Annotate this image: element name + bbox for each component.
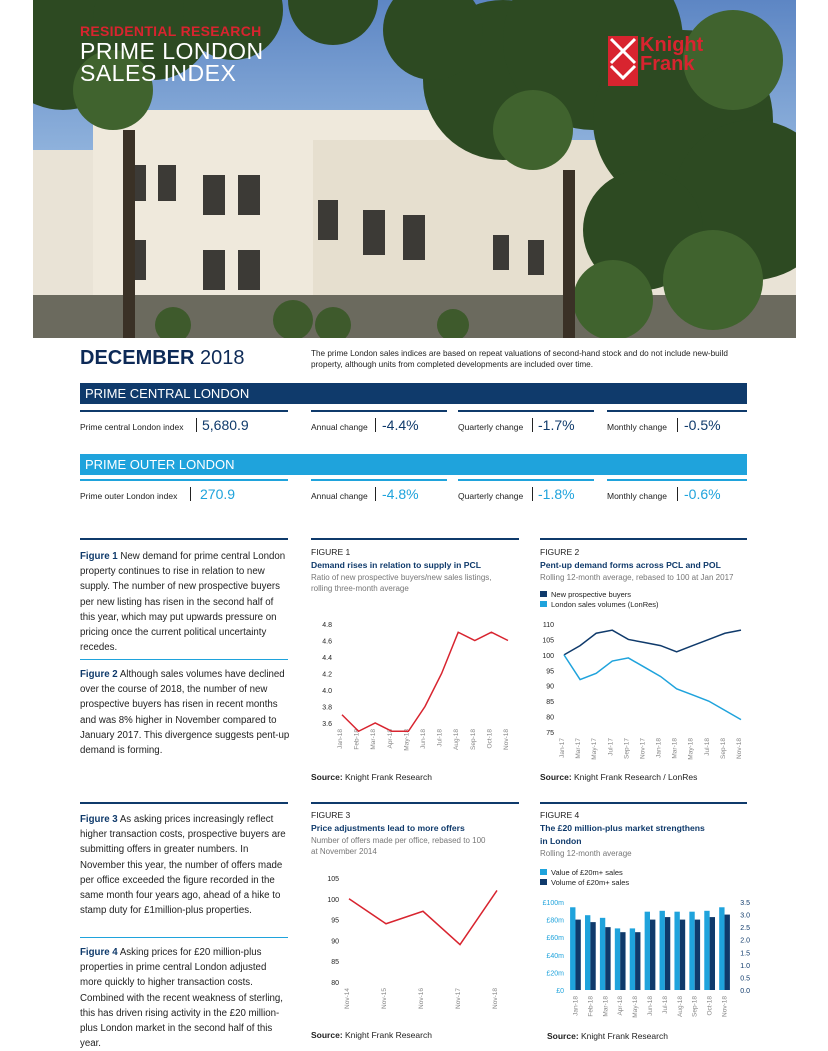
stat-value: -1.7% [538,417,575,433]
pcl-quarterly-stat [458,410,594,436]
logo-text [640,36,703,74]
y-right-tick-label: 2.5 [740,925,750,933]
fig4-source [547,1031,668,1041]
series-line [564,630,741,655]
legend-label: London sales volumes (LonRes) [551,599,659,609]
y-tick-label: 4.0 [322,688,332,695]
stat-value: -0.6% [684,486,721,502]
x-tick-label: Apr-18 [617,996,625,1016]
x-tick-label: Jan-18 [655,738,663,758]
bar-volume [695,920,700,990]
fig4-chart [534,893,754,1030]
y-tick-label: 95 [331,917,339,925]
stat-label: Monthly change [607,491,668,501]
x-tick-label: Nov-18 [503,729,510,750]
fig3-commentary [80,812,290,918]
x-tick-label: Jan-17 [559,738,566,758]
stat-separator [532,418,533,432]
bar-value [630,928,635,990]
source-lead: Source: [540,772,572,782]
section-rule [311,802,519,804]
x-tick-label: Jan-18 [337,729,344,749]
fig-lead: Figure 1 [80,551,118,562]
x-tick-label: Jul-18 [661,996,669,1014]
fig1-source [311,772,432,782]
stat-separator [190,487,191,501]
stat-label: Annual change [311,491,368,501]
knight-frank-logo-icon [608,36,638,91]
y-left-tick-label: £40m [546,952,564,960]
stat-separator [375,487,376,501]
source-text: Knight Frank Research [342,772,432,782]
x-tick-label: Sep-17 [623,738,631,759]
x-tick-label: Apr-18 [386,729,394,749]
paragraph-divider [80,937,288,938]
y-tick-label: 105 [542,637,554,645]
fig2-title: Pent-up demand forms across PCL and POL [540,560,721,570]
x-tick-label: Aug-18 [676,996,684,1017]
pcl-annual-stat [311,410,447,436]
legend-swatch-icon [540,591,547,597]
stat-label: Quarterly change [458,422,524,432]
section-rule [311,538,519,540]
fig4-subtitle-1: Rolling 12-month average [540,849,632,858]
x-tick-label: Mar-18 [602,996,610,1017]
y-tick-label: 110 [542,622,554,629]
bar-value [719,907,724,990]
legend-label: New prospective buyers [551,589,632,599]
y-right-tick-label: 3.0 [740,912,750,920]
y-tick-label: 4.8 [322,622,332,629]
x-tick-label: Mar-17 [575,738,583,759]
section-rule [540,802,747,804]
x-tick-label: Aug-18 [453,729,461,750]
bar-value [660,911,665,990]
y-tick-label: 3.6 [322,721,332,728]
x-tick-label: Feb-18 [353,729,361,750]
y-tick-label: 90 [546,683,554,691]
x-tick-label: Nov-18 [736,738,743,759]
pol-heading-bar: PRIME OUTER LONDON [80,454,747,475]
stat-label: Prime central London index [80,422,184,432]
bar-value [689,912,694,990]
y-tick-label: 4.6 [322,638,332,646]
fig4-commentary [80,945,290,1051]
stat-value: -4.8% [382,486,419,502]
fig1-title: Demand rises in relation to supply in PCL [311,560,481,570]
fig-lead: Figure 4 [80,947,118,958]
stat-label: Prime outer London index [80,491,178,501]
x-tick-label: Nov-18 [721,996,729,1017]
pcl-heading-bar: PRIME CENTRAL LONDON [80,383,747,404]
bar-value [704,911,709,990]
y-tick-label: 105 [327,876,339,883]
y-right-tick-label: 3.5 [740,900,750,907]
x-tick-label: Nov-14 [344,988,351,1009]
bar-volume [590,922,595,990]
y-tick-label: 100 [327,896,339,904]
fig3-chart [305,868,520,1028]
fig3-source [311,1030,432,1040]
fig2-legend [540,589,659,609]
y-tick-label: 75 [546,730,554,737]
fig2-commentary [80,667,290,758]
title-line-2: SALES INDEX [80,60,237,86]
fig3-subtitle-2: at November 2014 [311,847,377,856]
logo-line-1: Knight [640,34,704,56]
stat-label: Monthly change [607,422,668,432]
series-line [349,890,497,944]
fig4-title-1: The £20 million-plus market strengthens [540,823,705,833]
x-tick-label: Jun-18 [420,729,427,749]
y-left-tick-label: £60m [546,935,564,943]
x-tick-label: Jul-17 [607,738,615,756]
logo-line-2: Frank [640,53,695,75]
bar-volume [605,927,610,990]
bar-volume [680,920,685,990]
x-tick-label: Nov-18 [492,988,499,1009]
bar-volume [620,932,625,990]
date-month: DECEMBER [80,347,195,369]
source-lead: Source: [547,1031,579,1041]
report-title [80,40,264,84]
pcl-monthly-stat [607,410,747,436]
source-text: Knight Frank Research / LonRes [571,772,698,782]
fig4-title-2: in London [540,836,582,846]
fig1-commentary [80,549,290,655]
fig1-chart [305,615,520,770]
y-left-tick-label: £20m [546,970,564,978]
legend-swatch-icon [540,869,547,875]
stat-label: Quarterly change [458,491,524,501]
stat-separator [196,418,197,432]
section-rule [540,538,747,540]
x-tick-label: Nov-15 [381,988,388,1009]
y-right-tick-label: 1.0 [740,962,750,970]
fig3-number: FIGURE 3 [311,810,351,820]
bar-value [585,915,590,990]
fig2-source [540,772,697,782]
fig3-subtitle-1: Number of offers made per office, rebased to 100 [311,836,486,845]
y-left-tick-label: £0 [556,988,564,995]
bar-value [600,918,605,990]
y-tick-label: 100 [542,652,554,660]
pol-index-stat [80,479,288,505]
y-tick-label: 90 [331,938,339,946]
stat-value: -4.4% [382,417,419,433]
fig-body: Although sales volumes have declined over the course of 2018, the number of new prospective buyers has risen in recent months and was 8% higher in November compared to January 2017. This divergence suggests pent-up demand is forming. [80,669,290,757]
fig2-chart [534,615,749,770]
intro-paragraph: The prime London sales indices are based on repeat valuations of second-hand stock and do not include new-build property, although units from completed developments are included over time. [311,349,728,369]
legend-item [540,599,659,609]
report-date [80,347,245,370]
series-line [342,632,508,731]
x-tick-label: Oct-18 [706,996,714,1016]
legend-item [540,877,629,887]
x-tick-label: Nov-17 [639,738,647,759]
x-tick-label: Jun-18 [647,996,654,1016]
fig-body: As asking prices increasingly reflect higher transaction costs, prospective buyers are submitting offers in greater numbers. In November this year, the number of offers made per office exceeded the figure recorded in the same month four years ago, ahead of a hike to stamp duty for £1million-plus properties. [80,814,286,917]
section-rule [80,802,288,804]
bar-value [570,907,575,990]
x-tick-label: Sep-18 [719,738,727,759]
legend-swatch-icon [540,601,547,607]
source-lead: Source: [311,772,343,782]
fig2-number: FIGURE 2 [540,547,580,557]
bar-value [674,912,679,990]
x-tick-label: May-18 [632,996,640,1018]
bar-value [615,928,620,990]
stat-value: -1.8% [538,486,575,502]
x-tick-label: Nov-17 [455,988,462,1009]
bar-volume [650,920,655,990]
y-right-tick-label: 2.0 [740,937,750,945]
pol-quarterly-stat [458,479,594,505]
x-tick-label: May-17 [591,738,599,760]
bar-volume [665,917,670,990]
stat-value: -0.5% [684,417,721,433]
y-tick-label: 80 [546,714,554,722]
bar-volume [635,932,640,990]
fig1-subtitle-1: Ratio of new prospective buyers/new sales listings, [311,573,492,582]
series-line [564,655,741,720]
source-lead: Source: [311,1030,343,1040]
pol-annual-stat [311,479,447,505]
y-right-tick-label: 0.5 [740,975,750,983]
legend-label: Value of £20m+ sales [551,867,623,877]
bar-volume [725,915,730,990]
x-tick-label: Oct-18 [486,729,494,749]
paragraph-divider [80,659,288,660]
y-tick-label: 3.8 [322,704,332,712]
report-kicker: RESIDENTIAL RESEARCH [80,23,262,39]
date-year: 2018 [200,347,245,369]
pol-monthly-stat [607,479,747,505]
source-text: Knight Frank Research [578,1031,668,1041]
y-tick-label: 4.4 [322,655,332,662]
legend-item [540,589,659,599]
legend-label: Volume of £20m+ sales [551,877,630,887]
x-tick-label: Sep-18 [691,996,699,1017]
y-right-tick-label: 0.0 [740,988,750,995]
x-tick-label: Jan-18 [572,996,580,1016]
x-tick-label: May-18 [687,738,695,760]
fig2-subtitle-1: Rolling 12-month average, rebased to 100 at Jan 2017 [540,573,734,582]
stat-separator [532,487,533,501]
fig-lead: Figure 2 [80,669,118,680]
y-tick-label: 85 [331,959,339,967]
legend-item [540,867,629,877]
section-rule [80,538,288,540]
x-tick-label: Nov-16 [418,988,425,1009]
legend-swatch-icon [540,879,547,885]
y-tick-label: 95 [546,668,554,676]
pcl-index-stat [80,410,288,436]
x-tick-label: Mar-18 [370,729,378,750]
fig-body: Asking prices for £20 million-plus properties in prime central London adjusted more quickly to higher transaction costs. Combined with the recent weakness of sterling, this has driven rising activity in the £20 million-plus London market in the second half of this year. [80,947,284,1050]
fig-lead: Figure 3 [80,814,118,825]
fig1-subtitle-2: rolling three-month average [311,584,409,593]
fig-body: New demand for prime central London property continues to rise in relation to new supply. The number of new prospective buyers per new listing has risen in the second half of this year, which may put upwards pressure on pricing once the current political uncertainty recedes. [80,551,286,654]
x-tick-label: Mar-18 [671,738,679,759]
title-line-1: PRIME LONDON [80,38,264,64]
bar-volume [710,917,715,990]
stat-label: Annual change [311,422,368,432]
x-tick-label: Jul-18 [703,738,711,756]
y-tick-label: 80 [331,980,339,987]
fig1-number: FIGURE 1 [311,547,351,557]
y-tick-label: 85 [546,699,554,707]
stat-separator [375,418,376,432]
bar-volume [575,920,580,990]
fig3-title: Price adjustments lead to more offers [311,823,465,833]
x-tick-label: Feb-18 [587,996,595,1017]
y-tick-label: 4.2 [322,671,332,679]
x-tick-label: Jul-18 [436,729,444,747]
stat-separator [677,487,678,501]
stat-value: 270.9 [200,486,236,502]
y-left-tick-label: £80m [546,917,564,925]
stat-separator [677,418,678,432]
x-tick-label: May-18 [403,729,411,751]
y-right-tick-label: 1.5 [740,950,750,958]
fig4-number: FIGURE 4 [540,810,580,820]
y-left-tick-label: £100m [542,900,564,907]
stat-value: 5,680.9 [202,417,249,433]
fig4-legend [540,867,629,887]
source-text: Knight Frank Research [342,1030,432,1040]
x-tick-label: Sep-18 [469,729,477,750]
bar-value [645,912,650,990]
